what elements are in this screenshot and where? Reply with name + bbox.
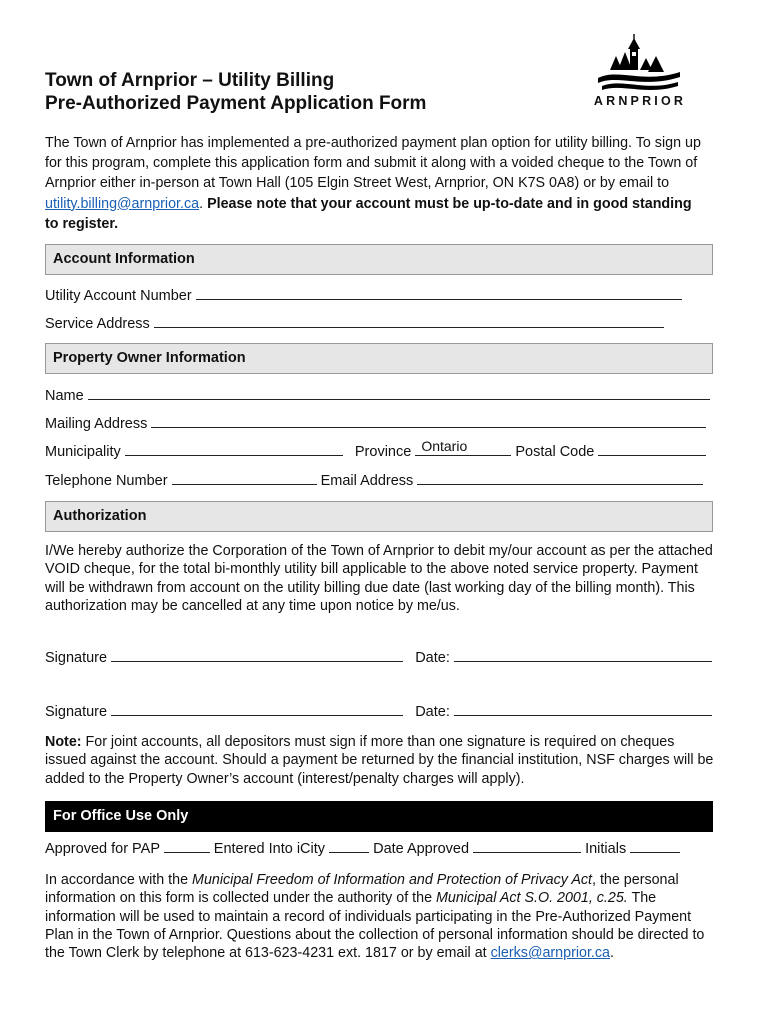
date-label-2: Date:: [415, 704, 450, 720]
date-field-2[interactable]: [454, 701, 712, 716]
note-text: For joint accounts, all depositors must sign if more than one signature is required on cheques issued against the account. Should a payment be returned by the financial institution, NSF charges will be added to the Property Owner’s account (interest/penalty charges will apply).: [45, 734, 714, 787]
service-address-row: [45, 313, 715, 334]
intro-after-email: .: [199, 195, 208, 212]
title-line-1: Town of Arnprior – Utility Billing: [45, 70, 335, 91]
utility-billing-email-link[interactable]: utility.billing@arnprior.ca: [45, 195, 200, 212]
signature-row-2: [45, 701, 715, 722]
privacy-part-3: The information will be used to maintain a record of individuals participating in the Pre-Authorized Payment Plan in the Town of Arnprior. Questions about the collection of personal information should be directed to the Town Clerk by telephone at 613-623-4231 ext. 1817 or by email at: [45, 890, 705, 962]
section-account-information: Account Information: [45, 244, 713, 275]
initials-label: Initials: [585, 841, 627, 857]
note-label: Note:: [45, 734, 82, 750]
service-address-label: Service Address: [45, 316, 150, 332]
email-label: Email Address: [320, 473, 414, 489]
signature-field-2[interactable]: [111, 701, 403, 716]
initials-field[interactable]: [630, 838, 680, 853]
approved-for-pap-label: Approved for PAP: [45, 841, 160, 857]
clerks-email-link[interactable]: clerks@arnprior.ca: [490, 945, 611, 962]
approved-for-pap-field[interactable]: [164, 838, 210, 853]
postal-code-label: Postal Code: [515, 444, 595, 460]
privacy-act-2: Municipal Act S.O. 2001, c.25.: [436, 890, 628, 907]
telephone-label: Telephone Number: [45, 473, 168, 489]
privacy-act-1: Municipal Freedom of Information and Protection of Privacy Act: [192, 872, 592, 888]
email-field[interactable]: [417, 470, 703, 485]
privacy-part-4: .: [610, 945, 614, 962]
utility-account-field[interactable]: [196, 285, 682, 300]
office-use-row: [45, 838, 715, 859]
name-row: [45, 385, 715, 406]
entered-into-icity-label: Entered Into iCity: [213, 841, 326, 857]
section-property-owner-information: Property Owner Information: [45, 343, 713, 374]
signature-label-1: Signature: [45, 650, 108, 666]
date-label-1: Date:: [415, 650, 450, 666]
province-label: Province: [354, 444, 412, 460]
section-office-use-only: For Office Use Only: [45, 801, 713, 832]
telephone-email-row: [45, 470, 715, 491]
intro-text: The Town of Arnprior has implemented a pre-authorized payment plan option for utility billing. To sign up for this program, complete this application form and submit it along with a voided cheque to the Town of Arnprior either in-person at Town Hall (105 Elgin Street West, Arnprior, ON K7S 0A8) or by email to: [45, 135, 701, 192]
municipality-field[interactable]: [125, 441, 343, 456]
joint-account-note: [45, 733, 717, 788]
privacy-notice: [45, 871, 717, 962]
mailing-address-row: [45, 413, 715, 434]
privacy-part-1: In accordance with the: [45, 872, 193, 888]
signature-label-2: Signature: [45, 704, 108, 720]
signature-row-1: [45, 647, 715, 668]
name-label: Name: [45, 388, 84, 404]
postal-code-field[interactable]: [598, 441, 706, 456]
date-field-1[interactable]: [454, 647, 712, 662]
name-field[interactable]: [88, 385, 710, 400]
intro-bold-note: Please note that your account must be up-to-date and in good standing to register.: [45, 195, 692, 232]
utility-account-label: Utility Account Number: [45, 288, 192, 304]
form-title: [45, 69, 426, 115]
authorization-text: I/We hereby authorize the Corporation of the Town of Arnprior to debit my/our account as per the attached VOID cheque, for the total bi-monthly utility bill applicable to the above noted service property. Payment will be withdrawn from account on the utility billing due date (last working day of the billing month). This authorization may be cancelled at any time upon notice by me/us.: [45, 543, 713, 614]
signature-field-1[interactable]: [111, 647, 403, 662]
entered-into-icity-field[interactable]: [329, 838, 369, 853]
province-value: Ontario: [421, 438, 468, 454]
telephone-field[interactable]: [172, 470, 317, 485]
privacy-part-2: , the personal information on this form is collected under the authority of the: [45, 872, 679, 907]
title-line-2: Pre-Authorized Payment Application Form: [45, 93, 427, 114]
date-approved-label: Date Approved: [373, 841, 470, 857]
intro-paragraph: [45, 133, 705, 234]
utility-account-row: [45, 285, 715, 306]
mailing-address-field[interactable]: [151, 413, 706, 428]
municipality-label: Municipality: [45, 444, 121, 460]
municipality-row: [45, 438, 715, 462]
logo-wordmark: ARNPRIOR: [593, 94, 687, 108]
section-authorization: Authorization: [45, 501, 713, 532]
date-approved-field[interactable]: [473, 838, 581, 853]
service-address-field[interactable]: [154, 313, 664, 328]
mailing-address-label: Mailing Address: [45, 416, 148, 432]
